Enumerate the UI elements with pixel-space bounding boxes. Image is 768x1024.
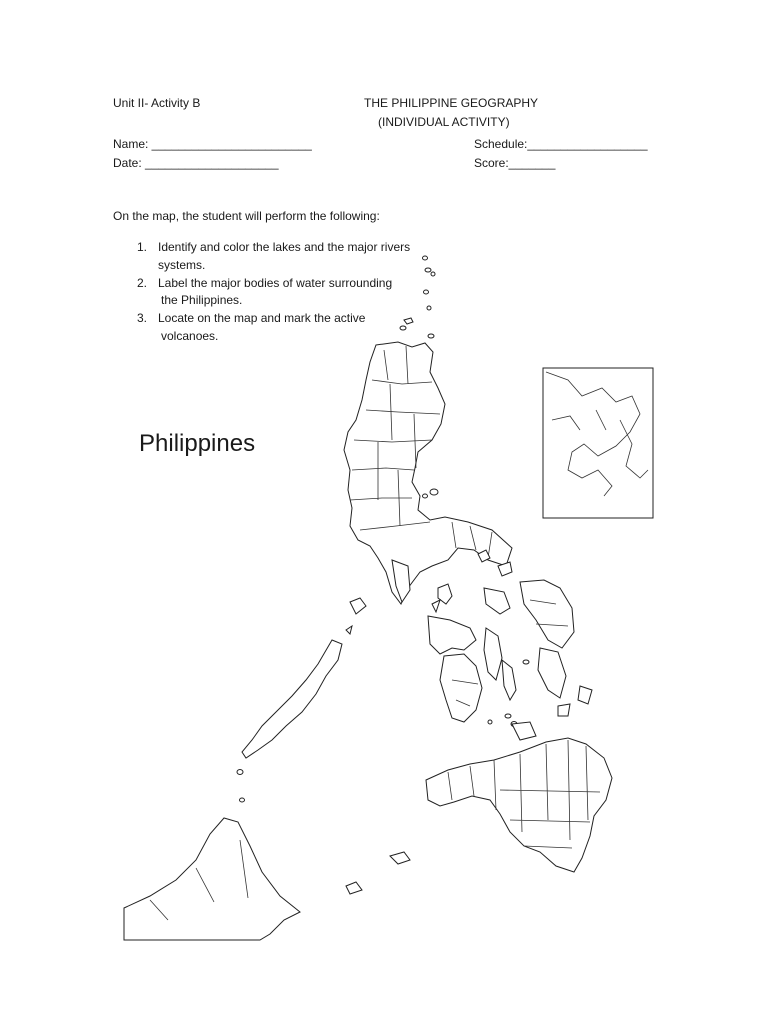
instruction-text-cont: systems.	[158, 258, 206, 272]
instruction-text: Label the major bodies of water surrounding	[158, 276, 393, 290]
map-title: Philippines	[139, 430, 256, 457]
score-field[interactable]: Score:_______	[474, 156, 556, 170]
page-subtitle: (INDIVIDUAL ACTIVITY)	[378, 115, 510, 129]
date-field[interactable]: Date: ____________________	[113, 156, 279, 170]
page-title: THE PHILIPPINE GEOGRAPHY	[364, 96, 539, 110]
instruction-text: Identify and color the lakes and the major rivers	[158, 240, 411, 254]
northern-islets	[400, 256, 435, 338]
schedule-field[interactable]: Schedule:__________________	[474, 137, 648, 151]
unit-label: Unit II- Activity B	[113, 96, 201, 110]
instruction-number: 1.	[137, 240, 148, 254]
instruction-number: 3.	[137, 311, 148, 325]
sabah-borneo	[124, 818, 300, 940]
instruction-text-cont: the Philippines.	[161, 293, 243, 307]
instruction-text: Locate on the map and mark the active	[158, 311, 366, 325]
mindanao-island	[346, 686, 612, 894]
instruction-text-cont: volcanoes.	[161, 329, 219, 343]
name-field[interactable]: Name: ________________________	[113, 137, 312, 151]
palawan-island	[237, 598, 366, 802]
instructions-intro: On the map, the student will perform the following:	[113, 209, 380, 223]
instruction-number: 2.	[137, 276, 148, 290]
luzon-island	[344, 342, 512, 604]
mindoro-island	[432, 584, 510, 614]
map-inset	[543, 368, 653, 518]
